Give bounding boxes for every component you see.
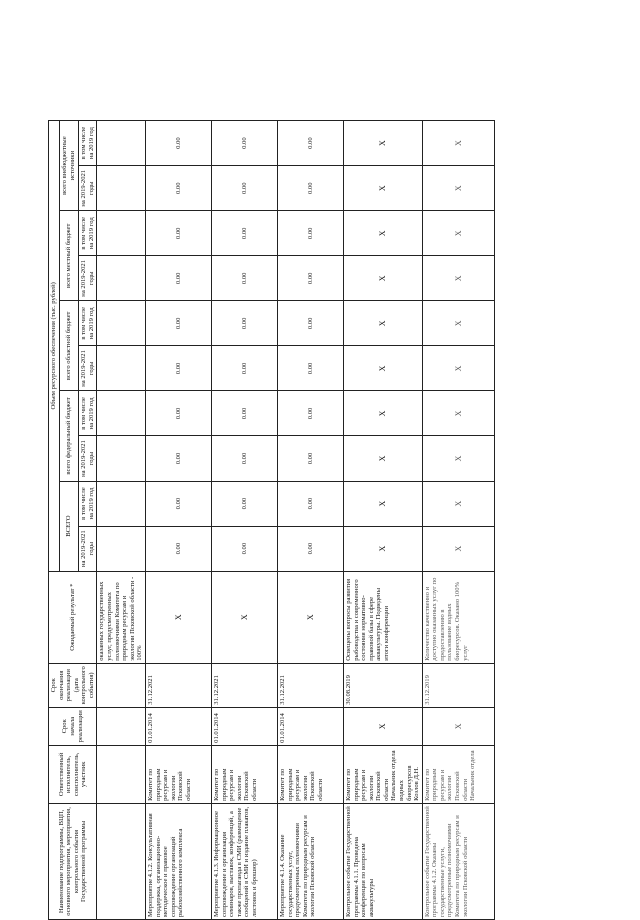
row-responsible: Комитет по природным ресурсам и экологии Псковской области [145,745,211,803]
row-end: 31.12.2021 [145,663,211,707]
row-name: Мероприятие 4.1.3. Информационное сопровождение и организация семинаров, выставок, конференций, а также пропаганда в СМИ (размещение сообщений в СМИ и издание плакатов, листовок и брошюр) [211,803,277,919]
row-value: X [422,121,494,166]
row-value [97,436,145,481]
row-value: 0.00 [211,301,277,346]
row-result: X [145,571,211,663]
row-value: 0.00 [145,526,211,571]
row-value: X [343,391,422,436]
row-value: 0.00 [211,166,277,211]
row-value: X [343,301,422,346]
table-row [97,121,145,920]
row-responsible: Комитет по природным ресурсам и экологии Псковской области Начальник отдела водных биоресурсов Козлов Д.Н. [343,745,422,803]
row-value: 0.00 [145,121,211,166]
row-value [97,481,145,526]
header-regional: всего областной бюджет [59,301,78,391]
row-value: 0.00 [211,526,277,571]
row-value: 0.00 [277,346,343,391]
table-body [97,121,494,920]
header-responsible: Ответственный исполнитель, соисполнитель, участник [49,745,97,803]
row-value: 0.00 [211,121,277,166]
row-value: 0.00 [277,481,343,526]
row-name [97,803,145,919]
row-value: 0.00 [211,211,277,256]
row-value: 0.00 [145,481,211,526]
row-value [97,211,145,256]
row-value [97,526,145,571]
subheader-period: на 2019-2021 годы [78,436,97,481]
row-value: 0.00 [145,211,211,256]
row-value: X [422,526,494,571]
row-start [97,707,145,745]
row-start: 01.01.2014 [211,707,277,745]
row-result: Освещены вопросы развития рыбоводства и современного состояния нормативно-правовой базы в сфере аквакультуры. Подведены итоги конференции [343,571,422,663]
header-end: Срок окончания реализации (дата контрольного события) [49,663,97,707]
row-value: 0.00 [277,301,343,346]
row-end: 31.12.2019 [422,663,494,707]
row-value: 0.00 [277,391,343,436]
header-total: ВСЕГО [59,481,78,571]
row-responsible: Комитет по природным ресурсам и экологии Псковской области [211,745,277,803]
table-row [145,121,211,920]
row-value [97,391,145,436]
row-value: 0.00 [277,166,343,211]
row-value [97,256,145,301]
row-value: 0.00 [277,121,343,166]
row-start: X [343,707,422,745]
table-row [211,121,277,920]
row-value: X [343,121,422,166]
row-value: 0.00 [145,301,211,346]
row-value [97,346,145,391]
table-row [277,121,343,920]
subheader-period: на 2019-2021 годы [78,256,97,301]
row-name: Контрольное событие Государственной программы 4.1.1. Проведена конференция по вопросам аквакультуры [343,803,422,919]
row-responsible: Комитет по природным ресурсам и экологии Псковской области Начальник отдела [422,745,494,803]
row-value [97,121,145,166]
subheader-period: на 2019-2021 годы [78,166,97,211]
subheader-year: в том числе на 2019 год [78,481,97,526]
row-responsible [97,745,145,803]
row-value: 0.00 [145,436,211,481]
subheader-period: на 2019-2021 годы [78,346,97,391]
row-value: 0.00 [211,346,277,391]
subheader-year: в том числе на 2019 год [78,211,97,256]
row-result: X [277,571,343,663]
resource-table [48,120,495,920]
row-value: 0.00 [145,346,211,391]
row-start: X [422,707,494,745]
row-name: Контрольное событие Государственной программы 4.1.2. Оказаны государственные услуги, предусмотренные полномочиями Комитета по природным ресурсам и экологии Псковской области [422,803,494,919]
header-name: Наименование подпрограммы, ВЦП, основного мероприятия, мероприятия, контрольного события Государственной программы [49,803,97,919]
header-offbudget: всего внебюджетные источники [59,121,78,211]
row-name: Мероприятие 4.1.2. Консультативная поддержка, организационно-методическое и правовое сопровождение организаций рыбохозяйственного комплекса [145,803,211,919]
row-value: X [343,526,422,571]
row-value: X [343,481,422,526]
subheader-year: в том числе на 2019 год [78,391,97,436]
row-value: X [343,211,422,256]
table-row [422,121,494,920]
header-result: Ожидаемый результат * [49,571,97,663]
header-federal: всего федеральный бюджет [59,391,78,481]
row-end: 30.08.2019 [343,663,422,707]
header-volume: Объем ресурсного обеспечения (тыс. рублей) [49,121,60,572]
row-value: X [422,436,494,481]
row-start: 01.01.2014 [145,707,211,745]
row-end: 31.12.2021 [211,663,277,707]
row-value: X [343,256,422,301]
rotated-table-sheet [48,120,492,920]
row-value: X [422,211,494,256]
row-value: X [422,301,494,346]
row-value: X [422,256,494,301]
row-value: 0.00 [211,256,277,301]
row-value: X [422,391,494,436]
row-value: X [422,166,494,211]
row-value: 0.00 [211,481,277,526]
subheader-year: в том числе на 2019 год [78,301,97,346]
table-row [343,121,422,920]
row-value: X [422,346,494,391]
row-value: 0.00 [277,436,343,481]
row-value: X [343,346,422,391]
header-local: всего местный бюджет [59,211,78,301]
row-result: X [211,571,277,663]
row-result: Количество качественно и доступно оказанных услуг по предоставлению в пользование водных биоресурсов. Оказано 100% услуг [422,571,494,663]
row-value: 0.00 [277,211,343,256]
row-responsible: Комитет по природным ресурсам и экологии Псковской области [277,745,343,803]
row-name: Мероприятие 4.1.4. Оказание государственных услуг, предусмотренных полномочиями Комитета по природным ресурсам и экологии Псковской области [277,803,343,919]
row-value: 0.00 [277,526,343,571]
row-value: 0.00 [277,256,343,301]
row-value [97,166,145,211]
subheader-period: на 2019-2021 годы [78,526,97,571]
row-value: 0.00 [145,256,211,301]
row-value: 0.00 [211,391,277,436]
row-end: 31.12.2021 [277,663,343,707]
row-value [97,301,145,346]
header-start: Срок начала реализации [49,707,97,745]
row-value: 0.00 [145,391,211,436]
row-start: 01.01.2014 [277,707,343,745]
row-end [97,663,145,707]
row-value: X [343,436,422,481]
subheader-year: в том числе на 2019 год [78,121,97,166]
row-value: 0.00 [211,436,277,481]
row-result: оказанных государственных услуг, предусмотренных полномочиями Комитета по природным ресурсам и экологии Псковской области - 100% [97,571,145,663]
row-value: X [422,481,494,526]
row-value: X [343,166,422,211]
row-value: 0.00 [145,166,211,211]
